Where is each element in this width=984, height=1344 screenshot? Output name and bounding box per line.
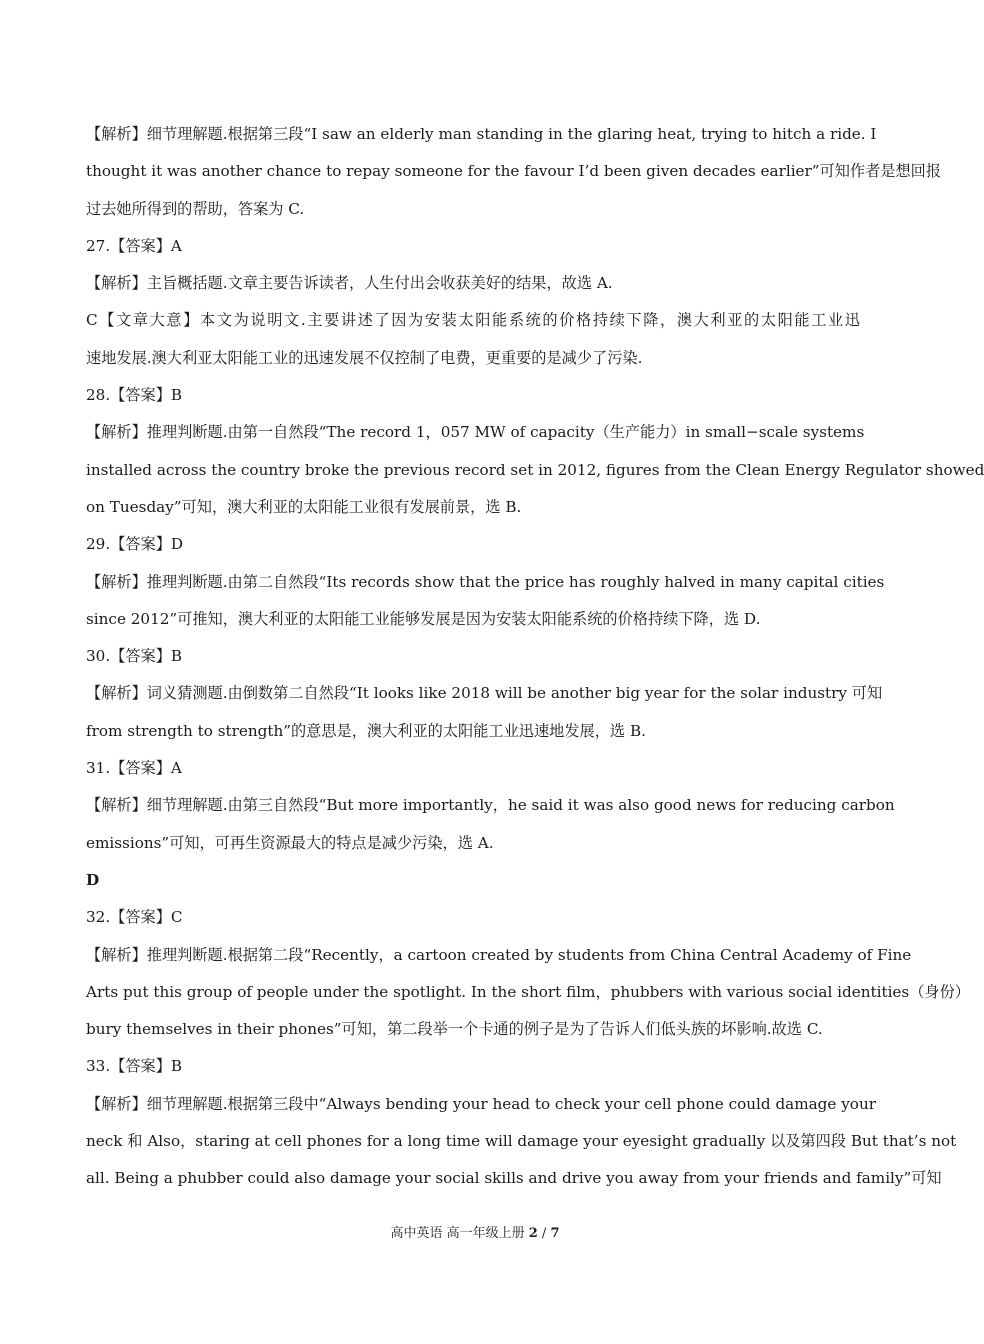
- text-line: 【解析】细节理解题.根据第三段“I saw an elderly man standing in the glaring heat, trying to hitch a ride. I: [86, 125, 877, 143]
- page-number-total: 7: [550, 1226, 560, 1241]
- text-line: installed across the country broke the previous record set in 2012, figures from the Clean Energy Regulator showed: [86, 460, 984, 479]
- text-line: on Tuesday”可知，澳大利亚的太阳能工业很有发展前景，选 B.: [86, 497, 522, 516]
- text-line: bury themselves in their phones”可知，第二段举一个卡通的例子是为了告诉人们低头族的坏影响.故选 C.: [86, 1020, 823, 1039]
- text-line: all. Being a phubber could also damage your social skills and drive you away from your friends and family”可知: [86, 1169, 942, 1188]
- text-line: 33.【答案】B: [86, 1057, 183, 1076]
- text-line: 28.【答案】B: [86, 386, 183, 405]
- text-line: C【文章大意】本文为说明文.主要讲述了因为安装太阳能系统的价格持续下降，澳大利亚的太阳能工业迅: [86, 311, 860, 330]
- footer-label: 高中英语 高一年级上册: [390, 1226, 529, 1241]
- document-body: [86, 116, 984, 1198]
- page-number-current: 2: [528, 1226, 538, 1241]
- text-line: 27.【答案】A: [86, 236, 182, 255]
- text-line: 速地发展.澳大利亚太阳能工业的迅速发展不仅控制了电费，更重要的是减少了污染.: [86, 348, 643, 367]
- text-line: 【解析】推理判断题.由第二自然段“Its records show that the price has roughly halved in many capital cities: [86, 572, 885, 591]
- text-line: from strength to strength”的意思是，澳大利亚的太阳能工业迅速地发展，选 B.: [86, 721, 646, 740]
- text-line: 【解析】推理判断题.由第一自然段“The record 1，057 MW of capacity（生产能力）in small−scale systems: [86, 423, 865, 442]
- text-line: 【解析】细节理解题.根据第三段中“Always bending your head to check your cell phone could damage your: [86, 1094, 876, 1113]
- page-separator: /: [537, 1226, 551, 1241]
- text-line: 32.【答案】C: [86, 908, 183, 927]
- page-footer: [0, 1224, 950, 1244]
- text-line: 【解析】词义猜测题.由倒数第二自然段“It looks like 2018 will be another big year for the solar industry 可知: [86, 684, 883, 703]
- text-line: neck 和 Also，staring at cell phones for a long time will damage your eyesight gradually 以及第四段 But that’s not: [86, 1132, 957, 1151]
- text-line: Arts put this group of people under the spotlight. In the short film，phubbers with various social identities（身份）: [86, 982, 970, 1001]
- text-line: 【解析】推理判断题.根据第二段“Recently，a cartoon created by students from China Central Academy of Fine: [86, 945, 912, 964]
- text-line: 29.【答案】D: [86, 535, 184, 554]
- text-line: 过去她所得到的帮助，答案为 C.: [86, 199, 305, 218]
- text-line: 【解析】主旨概括题.文章主要告诉读者，人生付出会收获美好的结果，故选 A.: [86, 274, 613, 293]
- text-line: 【解析】细节理解题.由第三自然段“But more importantly，he said it was also good news for reducing carbon: [86, 796, 895, 815]
- text-line: 30.【答案】B: [86, 647, 183, 666]
- text-line: 31.【答案】A: [86, 759, 182, 778]
- text-line: emissions”可知，可再生资源最大的特点是减少污染，选 A.: [86, 833, 494, 852]
- text-line: since 2012”可推知，澳大利亚的太阳能工业能够发展是因为安装太阳能系统的价格持续下降，选 D.: [86, 609, 761, 628]
- text-line: thought it was another chance to repay someone for the favour I’d been given decades earlier”可知作者是想回报: [86, 162, 942, 181]
- text-line: D: [86, 870, 100, 889]
